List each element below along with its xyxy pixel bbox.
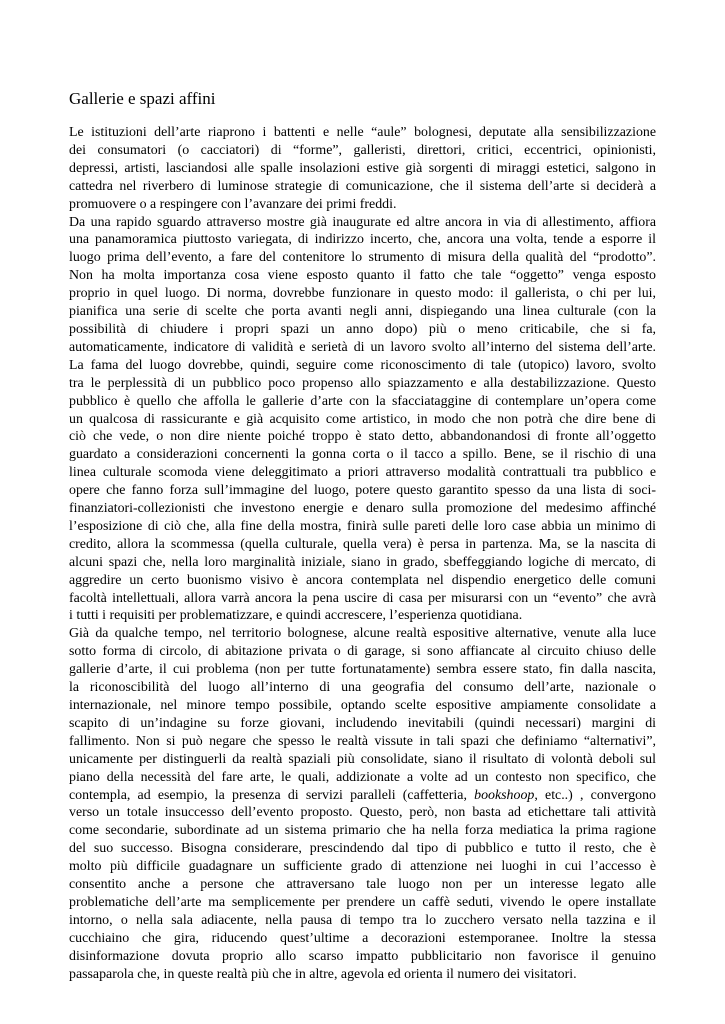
text-line: molto più difficile guadagnare un sufficiente grado di attenzione nei luoghi in cui l’accesso è (69, 859, 656, 875)
text-line: dei consumatori (o cacciatori) di “forme”, galleristi, direttori, critici, eccentrici, opinionisti, (69, 142, 656, 158)
text-line: possibilità di chiudere i propri spazi un anno dopo) più o meno criticabile, che si fa, (69, 321, 656, 337)
text-line: del suo successo. Bisogna considerare, prescindendo dal tipo di pubblico e tutto il resto, che è (69, 841, 656, 857)
text-line: luogo prima dell’evento, a fare del contenitore lo strumento di misura della qualità del “prodotto”. (69, 250, 656, 266)
text-line: l’esposizione di ciò che, alla fine della mostra, finirà sulle pareti delle loro case abbia un minimo di (69, 518, 656, 534)
text-line: i tutti i requisiti per problematizzare, e quindi accrescere, l’esperienza quotidiana. (69, 608, 523, 624)
text-line: tra le perplessità di un pubblico poco propenso allo spiazzamento e alla destabilizzazione. Questo (69, 375, 656, 391)
text-line: guardato a considerazioni concernenti la gonna corta o il tacco a spillo. Bene, se il rischio di una (69, 447, 656, 463)
text-line: internazionale, nel minore tempo possibile, optando scelte espositive ampiamente consolidate a (69, 698, 656, 713)
text-line: Da una rapido sguardo attraverso mostre già inaugurate ed altre ancora in via di allestimento, affiora (69, 214, 656, 230)
text-line: facoltà intellettuali, allora varrà ancora la pena uscire di casa per misurarsi con un “evento” che avrà (69, 590, 656, 606)
text-line: una panamoramica piuttosto variegata, di indirizzo incerto, che, ancora una volta, tende a esporre il (69, 232, 656, 248)
text-line: Non ha molta importanza cosa viene esposto quanto il fatto che tale “oggetto” venga esposto (69, 268, 656, 284)
text-line: depressi, artisti, lasciandosi alle spalle insolazioni estive già sorgenti di miraggi estetici, salgono in (69, 160, 656, 176)
body-text (69, 124, 656, 984)
text-line: pianifica una serie di scelte che porta avanti negli anni, dispiegando una linea culturale (con la (69, 304, 656, 320)
text-line: proprio in quel luogo. Di norma, dovrebbe funzionare in questo modo: il gallerista, o chi per lui, (69, 286, 656, 302)
text-line: la riconoscibilità del luogo all’interno di una geografia del consumo dell’arte, nazionale o (69, 680, 656, 696)
text-line: passaparola che, in queste realtà più che in altre, agevola ed orienta il numero dei visitatori. (69, 966, 577, 982)
text-line: cucchiaino che gira, riducendo quest’ultime a decorazioni estemporanee. Inoltre la stessa (69, 930, 656, 946)
text-line: promuovere o a respingere con l’avanzare dei primi freddi. (69, 196, 397, 212)
text-line: pubblico è quello che affolla le gallerie d’arte con la sfacciataggine di contemplare un’opera come (69, 393, 656, 409)
text-line: automaticamente, indicatore di validità e serietà di un lavoro svolto all’interno del sistema dell’arte. (69, 339, 656, 355)
text-line: Le istituzioni dell’arte riaprono i battenti e nelle “aule” bolognesi, deputate alla sensibilizzazione (69, 125, 656, 140)
text-line: problematiche dell’arte ma semplicemente per prendere un caffè seduti, vivendo le opere installate (69, 894, 656, 910)
text-line: come secondarie, subordinate ad un sistema primario che ha nella forza mediatica la prima ragione (69, 823, 656, 839)
text-line: cattedra nel riverbero di luminose strategie di comunicazione, che il sistema dell’arte si deciderà a (69, 178, 656, 194)
text-line: consentito anche a persone che attraversano tale luogo non per un interesse legato alle (69, 877, 656, 893)
text-line: opere che fanno forza sull’immagine del luogo, potere questo garantito spesso da una lista di soci- (69, 483, 656, 499)
text-line: disinformazione dovuta proprio allo scarso impatto pubblicitario non favorisce il genuino (69, 948, 656, 964)
text-line: fallimento. Non si può negare che spesso le realtà vissute in tali spazi che definiamo “alternativi”, (69, 733, 656, 749)
text-line: sotto forma di circolo, di abitazione privata o di garage, si sono affiancate al circuito chiuso delle (69, 644, 656, 660)
text-line: ciò che vede, o non dire niente poiché troppo è stato detto, abbandonandosi di fronte all’oggetto (69, 429, 656, 445)
text-line: verso un totale insuccesso dell’evento proposto. Questo, però, non basta ad etichettare tali attività (69, 805, 656, 821)
text-line: La fama del luogo dovrebbe, quindi, seguire come riconoscimento di tale (utopico) lavoro, svolto (69, 357, 656, 373)
text-line: finanziatori-collezionisti che investono energie e denaro sulla promozione del medesimo affinché (69, 501, 656, 517)
document-title: Gallerie e spazi affini (69, 89, 216, 108)
text-line: intorno, o nella sala adiacente, nella pausa di tempo tra lo zucchero versato nella tazzina e il (69, 912, 656, 928)
text-line: aggredire un certo buonismo visivo è ancora contemplata nel dispendio energetico delle comuni (69, 572, 656, 588)
text-line: unicamente per distinguerli da realtà spaziali più consolidate, siano il risultato di volontà deboli sul (69, 751, 656, 767)
text-line: linea culturale scomoda viene deleggitimato a priori attraverso modalità contrattuali tra pubblico e (69, 465, 656, 481)
text-line: contempla, ad esempio, la presenza di servizi paralleli (caffetteria, bookshoop, etc..) , convergono (69, 787, 656, 803)
text-line: piano della necessità del fare arte, le quali, addizionate a volte ad un contesto non specifico, che (69, 769, 656, 785)
text-line: un qualcosa di rassicurante e già acquisito come artistico, in modo che non potrà che dire bene di (69, 411, 656, 427)
text-line: alcuni spazi che, nella loro marginalità iniziale, siano in grado, sbeffeggiando logiche di mercato, di (69, 554, 656, 570)
text-line: scapito di un’indagine su forze giovani, includendo inevitabili (quindi necessari) margini di (69, 715, 656, 731)
text-line: Già da qualche tempo, nel territorio bolognese, alcune realtà espositive alternative, venute alla luce (69, 626, 656, 642)
text-line: credito, allora la scommessa (quella culturale, quella vera) è persa in partenza. Ma, se la nascita di (69, 536, 656, 552)
text-line: gallerie d’arte, il cui problema (non per tutte fortunatamente) sembra essere stato, fin dalla nascita, (69, 662, 656, 678)
